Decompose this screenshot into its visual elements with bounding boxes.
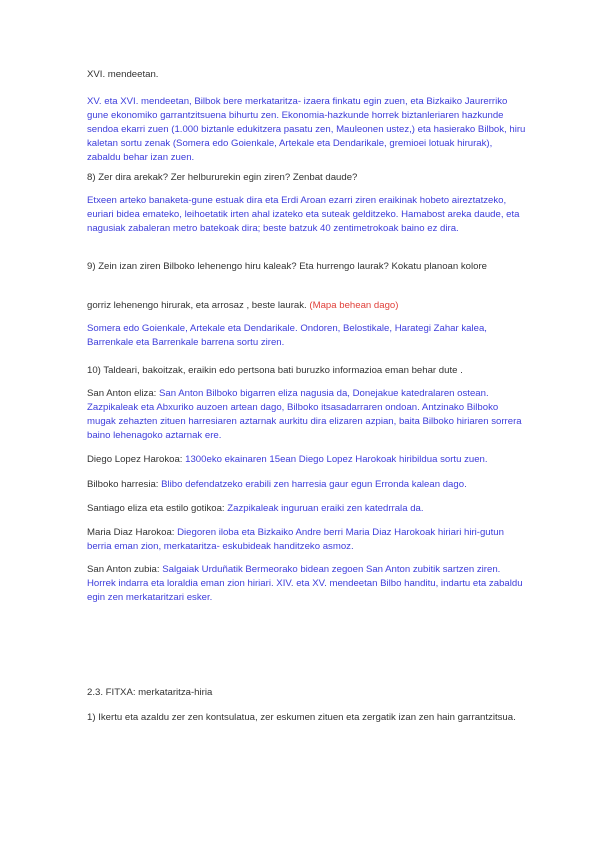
question-9-continued: [87, 299, 398, 313]
entry-text: 1300eko ekainaren 15ean Diego Lopez Harokoak hiribildua sortu zuen.: [185, 454, 488, 465]
entry-label: Santiago eliza eta estilo gotikoa:: [87, 503, 228, 514]
entry-city-wall: [87, 478, 527, 492]
question-8: 8) Zer dira arekak? Zer helbururekin egin ziren? Zenbat daude?: [87, 172, 358, 183]
question-10: 10) Taldeari, bakoitzak, eraikin edo pertsona bati buruzko informazioa eman behar dute .: [87, 365, 463, 376]
entry-text: San Anton Bilboko bigarren eliza nagusia da, Donejakue katedralaren ostean. Zazpikaleak eta Abxuriko auzoen artean dago, Bilboko itsasadarraren ondoan. Antzinako Bilboko mugak zehazten zituen harresiaren aztarnak aurkitu dira elizaren azpian, baita Bilboko hiriaren sorrera baino lehenagoko aztarnak ere.: [87, 388, 522, 441]
entry-label: Diego Lopez Harokoa:: [87, 454, 186, 465]
section-heading-fitxa: 2.3. FITXA: merkataritza-hiria: [87, 687, 213, 698]
answer-9: Somera edo Goienkale, Artekale eta Dendarikale. Ondoren, Belostikale, Harategi Zahar kalea, Barrenkale eta Barrenkale barrena sortu ziren.: [87, 323, 487, 348]
question-9-text: gorriz lehenengo hirurak, eta arrosaz , beste laurak.: [87, 300, 310, 311]
entry-diego-lopez: [87, 453, 527, 467]
paragraph-heading-centuries: XVI. mendeetan.: [87, 69, 159, 80]
answer-paragraph-growth: XV. eta XVI. mendeetan, Bilbok bere merkataritza- izaera finkatu egin zuen, eta Bizkaiko Jaurerriko gune ekonomiko garrantzitsuena bihurtu zen. Ekonomia-hazkunde horrek biztanleriaren hazkunde sendoa ekarri zuen (1.000 biztanle edukitzera pasatu zen, Mauleonen ustez,) eta hasierako Bilbok, hiru kaletan sortu zenak (Somera edo Goienkale, Artekale eta Dendarikale, gremioei lotuak hirurak), zabaldu behar izan zuen.: [87, 96, 526, 163]
entry-text: Salgaiak Urduñatik Bermeorako bidean zegoen San Anton zubitik sartzen ziren. Horrek indarra eta loraldia eman zion hiriari. XIV. eta XV. mendeetan Bilbo handitu, indartu eta zabaldu egin zen merkataritzari esker.: [87, 564, 523, 603]
entry-label: San Anton eliza:: [87, 388, 160, 399]
map-note: (Mapa behean dago): [309, 300, 399, 311]
entry-santiago-church: [87, 502, 527, 516]
question-1: 1) Ikertu eta azaldu zer zen kontsulatua, zer eskumen zituen eta zergatik izan zen hain garrantzitsua.: [87, 712, 516, 723]
question-9: 9) Zein izan ziren Bilboko lehenengo hiru kaleak? Eta hurrengo laurak? Kokatu planoan kolore: [87, 261, 487, 272]
entry-text: Zazpikaleak inguruan eraiki zen katedrrala da.: [227, 503, 424, 514]
entry-label: San Anton zubia:: [87, 564, 163, 575]
entry-label: Maria Diaz Harokoa:: [87, 527, 178, 538]
entry-san-anton-bridge: [87, 563, 527, 605]
entry-text: Blibo defendatzeko erabili zen harresia gaur egun Erronda kalean dago.: [161, 479, 467, 490]
entry-label: Bilboko harresia:: [87, 479, 162, 490]
entry-san-anton-church: [87, 387, 527, 443]
answer-8: Etxeen arteko banaketa-gune estuak dira eta Erdi Aroan ezarri ziren eraikinak hobeto aireztatzeko, euriari bidea emateko, leihoetatik irten ahal izateko eta suteak gelditzeko. Hamabost areka daude, eta nagusiak zabaleran metro batekoak dira; beste batzuk 40 zentimetrokoak baino ez dira.: [87, 195, 520, 234]
entry-maria-diaz: [87, 526, 527, 554]
entry-text: Diegoren iloba eta Bizkaiko Andre berri Maria Diaz Harokoak hiriari hiri-gutun berria eman zion, merkataritza- eskubideak handitzeko asmoz.: [87, 527, 504, 552]
